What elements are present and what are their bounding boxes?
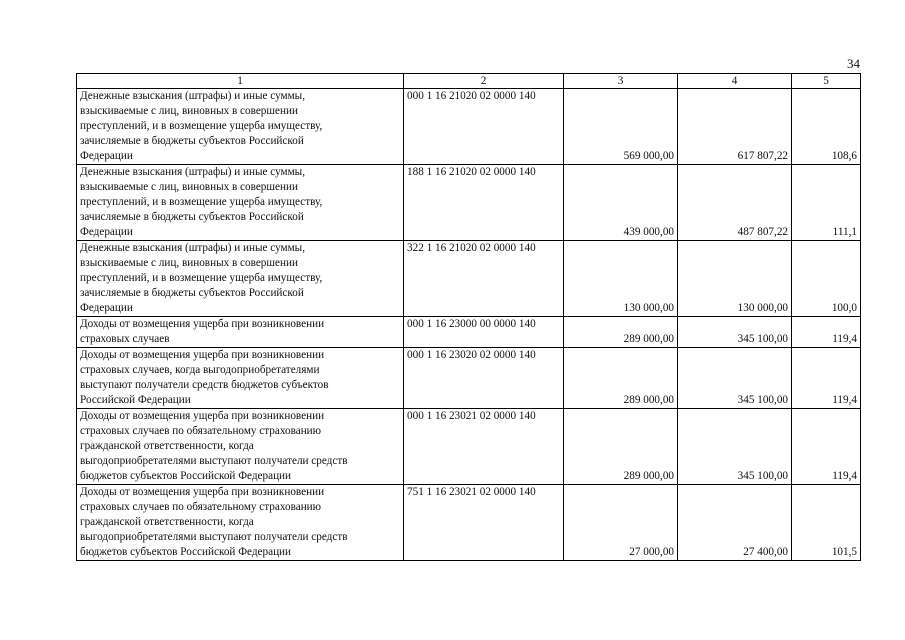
actual-amount-cell: 345 100,00: [678, 348, 792, 409]
income-name-cell: [77, 348, 404, 409]
execution-percent-cell: 111,1: [792, 165, 861, 241]
income-name-line: страховых случаев, когда выгодоприобретателями: [80, 364, 320, 376]
plan-amount-cell: 130 000,00: [564, 241, 678, 317]
actual-amount-cell: 617 807,22: [678, 89, 792, 165]
execution-percent-cell: 108,6: [792, 89, 861, 165]
actual-amount-cell: 27 400,00: [678, 485, 792, 561]
budget-code-cell: 000 1 16 21020 02 0000 140: [404, 89, 564, 165]
plan-amount-cell: 569 000,00: [564, 89, 678, 165]
income-name-line: бюджетов субъектов Российской Федерации: [80, 546, 292, 558]
budget-code-cell: 188 1 16 21020 02 0000 140: [404, 165, 564, 241]
budget-code-cell: 000 1 16 23020 02 0000 140: [404, 348, 564, 409]
table-header: [77, 74, 861, 89]
income-name-line: Денежные взыскания (штрафы) и иные суммы,: [80, 242, 306, 254]
income-name-line: Доходы от возмещения ущерба при возникновении: [80, 318, 325, 330]
header-col-5: 5: [792, 74, 861, 89]
table-row: [77, 89, 861, 165]
table-row: [77, 317, 861, 348]
income-name-line: выгодоприобретателями выступают получатели средств: [80, 455, 348, 467]
actual-amount-cell: 487 807,22: [678, 165, 792, 241]
income-name-line: преступлений, и в возмещение ущерба имуществу,: [80, 272, 323, 284]
actual-amount-cell: 345 100,00: [678, 317, 792, 348]
plan-amount-cell: 439 000,00: [564, 165, 678, 241]
income-name-line: Денежные взыскания (штрафы) и иные суммы,: [80, 90, 306, 102]
execution-percent-cell: 119,4: [792, 348, 861, 409]
plan-amount-cell: 27 000,00: [564, 485, 678, 561]
income-name-line: зачисляемые в бюджеты субъектов Российской: [80, 135, 304, 147]
page-number: 34: [847, 56, 860, 71]
budget-code-cell: 000 1 16 23021 02 0000 140: [404, 409, 564, 485]
income-name-line: гражданской ответственности, когда: [80, 440, 254, 452]
income-name-line: преступлений, и в возмещение ущерба имуществу,: [80, 120, 323, 132]
income-name-line: зачисляемые в бюджеты субъектов Российской: [80, 287, 304, 299]
revenue-table: [76, 73, 861, 561]
header-row: [77, 74, 861, 89]
execution-percent-cell: 119,4: [792, 409, 861, 485]
income-name-cell: [77, 317, 404, 348]
execution-percent-cell: 100,0: [792, 241, 861, 317]
income-name-cell: [77, 165, 404, 241]
actual-amount-cell: 130 000,00: [678, 241, 792, 317]
income-name-line: взыскиваемые с лиц, виновных в совершении: [80, 181, 298, 193]
income-name-line: Федерации: [80, 226, 133, 238]
plan-amount-cell: 289 000,00: [564, 409, 678, 485]
budget-code-cell: 000 1 16 23000 00 0000 140: [404, 317, 564, 348]
income-name-line: выступают получатели средств бюджетов субъектов: [80, 379, 329, 391]
income-name-line: выгодоприобретателями выступают получатели средств: [80, 531, 348, 543]
budget-code-cell: 751 1 16 23021 02 0000 140: [404, 485, 564, 561]
header-col-2: 2: [404, 74, 564, 89]
income-name-line: страховых случаев по обязательному страхованию: [80, 501, 322, 513]
income-name-line: взыскиваемые с лиц, виновных в совершении: [80, 105, 298, 117]
plan-amount-cell: 289 000,00: [564, 317, 678, 348]
table-row: [77, 165, 861, 241]
header-col-4: 4: [678, 74, 792, 89]
table-row: [77, 241, 861, 317]
income-name-line: Доходы от возмещения ущерба при возникновении: [80, 486, 325, 498]
income-name-line: Федерации: [80, 302, 133, 314]
income-name-cell: [77, 241, 404, 317]
income-name-line: страховых случаев: [80, 333, 170, 345]
income-name-cell: [77, 485, 404, 561]
execution-percent-cell: 101,5: [792, 485, 861, 561]
income-name-cell: [77, 409, 404, 485]
income-name-line: бюджетов субъектов Российской Федерации: [80, 470, 292, 482]
income-name-cell: [77, 89, 404, 165]
header-col-3: 3: [564, 74, 678, 89]
income-name-line: гражданской ответственности, когда: [80, 516, 254, 528]
income-name-line: зачисляемые в бюджеты субъектов Российской: [80, 211, 304, 223]
table-body: [77, 89, 861, 561]
income-name-line: Денежные взыскания (штрафы) и иные суммы,: [80, 166, 306, 178]
plan-amount-cell: 289 000,00: [564, 348, 678, 409]
income-name-line: страховых случаев по обязательному страхованию: [80, 425, 322, 437]
income-name-line: Доходы от возмещения ущерба при возникновении: [80, 410, 325, 422]
header-col-1: 1: [77, 74, 404, 89]
table-row: [77, 409, 861, 485]
actual-amount-cell: 345 100,00: [678, 409, 792, 485]
table-row: [77, 348, 861, 409]
income-name-line: Доходы от возмещения ущерба при возникновении: [80, 349, 325, 361]
income-name-line: преступлений, и в возмещение ущерба имуществу,: [80, 196, 323, 208]
budget-code-cell: 322 1 16 21020 02 0000 140: [404, 241, 564, 317]
income-name-line: взыскиваемые с лиц, виновных в совершении: [80, 257, 298, 269]
income-name-line: Федерации: [80, 150, 133, 162]
table-row: [77, 485, 861, 561]
income-name-line: Российской Федерации: [80, 394, 191, 406]
execution-percent-cell: 119,4: [792, 317, 861, 348]
